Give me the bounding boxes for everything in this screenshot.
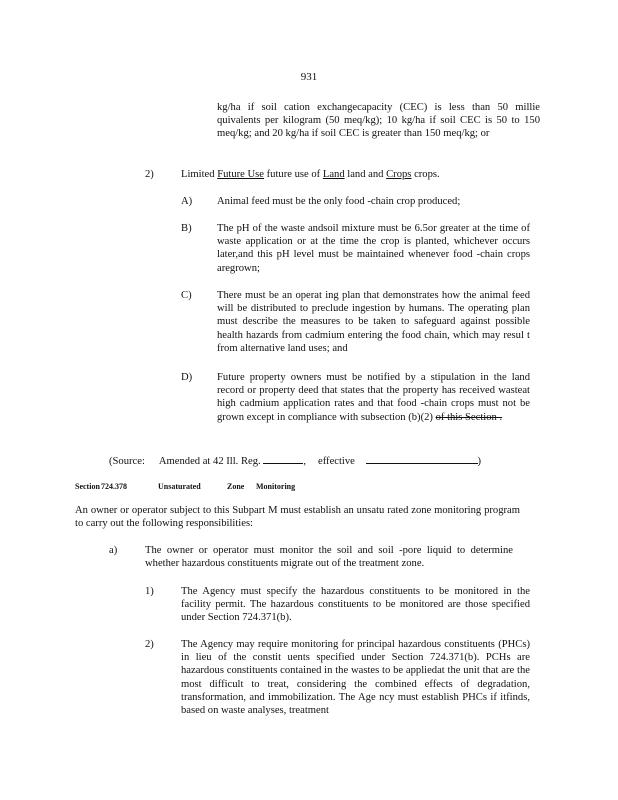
source-comma: , <box>303 456 306 467</box>
subitem-c-label: C) <box>181 290 192 301</box>
item-2-text <box>181 168 541 181</box>
source-open: (Source: <box>109 456 145 467</box>
item-a1-text: The Agency must specify the hazardous constituents to be monitored in the facility permit. The hazardous constituents to be monitored are those specified under Section 724.371(b). <box>181 586 530 624</box>
item-a2-text: The Agency may require monitoring for principal hazardous constituents (PHCs) in lieu of the constit uents specified under Section 724.371(b). PCHs are hazardous constituents contained in the wastes to be appliedat the unit that are the most difficult to treat, considering the combined effects of degradation, transformation, and immobilization. The Age ncy must establish PHCs if itfinds, based on waste analyses, treatment <box>181 639 530 717</box>
inserted-text: Crops <box>386 169 412 180</box>
item-2-label: 2) <box>145 169 154 180</box>
item-2-text-part: Limited <box>181 169 218 180</box>
subitem-d-text <box>217 371 530 424</box>
source-close: ) <box>477 456 482 467</box>
continued-paragraph: kg/ha if soil cation exchangecapacity (CEC) is less than 50 millie quivalents per kilogram (50 meq/kg); 10 kg/ha if soil CEC is 50 to 150 meq/kg; and 20 kg/ha if soil CEC is greater than 150 meq/kg; or <box>217 102 540 140</box>
item-2-text-part: crops. <box>411 169 440 180</box>
item-a1-label: 1) <box>145 586 154 597</box>
deleted-text: of this Section . <box>435 411 503 423</box>
source-note <box>109 453 481 468</box>
subitem-b-text: The pH of the waste andsoil mixture must be 6.5or greater at the time of waste application or at the time the crop is planted, whichever occurs later,and this pH level must be maintained whenever food -chain crops aregrown; <box>217 223 530 274</box>
inserted-text: Future Use <box>217 169 264 180</box>
item-a2-label: 2) <box>145 639 154 650</box>
section-title-1: Unsaturated <box>158 482 201 491</box>
source-effective: effective <box>318 456 355 467</box>
item-a-label: a) <box>109 545 118 556</box>
effective-blank <box>366 453 478 464</box>
subitem-b-label: B) <box>181 223 192 234</box>
section-number: 724.378 <box>101 482 127 491</box>
item-a-text: The owner or operator must monitor the soil and soil -pore liquid to determine whether hazardous constituents migrate out of the treatment zone. <box>145 545 513 570</box>
page-number: 931 <box>300 71 318 83</box>
subitem-a-text: Animal feed must be the only food -chain crop produced; <box>217 196 461 207</box>
section-title-2: Zone <box>227 482 245 491</box>
section-word: Section <box>75 482 100 491</box>
intro-paragraph: An owner or operator subject to this Subpart M must establish an unsatu rated zone monitoring program to carry out the following responsibilities: <box>75 505 520 530</box>
reg-blank <box>263 453 303 464</box>
item-2-text-part: land and <box>344 169 387 180</box>
item-2-text-part: future use of <box>264 169 323 180</box>
section-title-3: Monitoring <box>256 482 296 491</box>
source-amended: Amended at 42 Ill. Reg. <box>158 456 261 467</box>
inserted-text: Land <box>322 169 345 180</box>
subitem-d-label: D) <box>181 372 193 383</box>
subitem-d-body: Future property owners must be notified by a stipulation in the land record or property deed that states that the property has received wasteat high cadmium application rates and that food -chain crops must not be grown except in compliance with subsection (b)(2) <box>217 372 530 423</box>
subitem-a-label: A) <box>181 196 193 207</box>
subitem-c-text: There must be an operat ing plan that demonstrates how the animal feed will be distributed to preclude ingestion by humans. The operating plan must describe the measures to be taken to safeguard against possible health hazards from cadmium entering the food chain, which may resul t from alternative land uses; and <box>217 290 530 354</box>
